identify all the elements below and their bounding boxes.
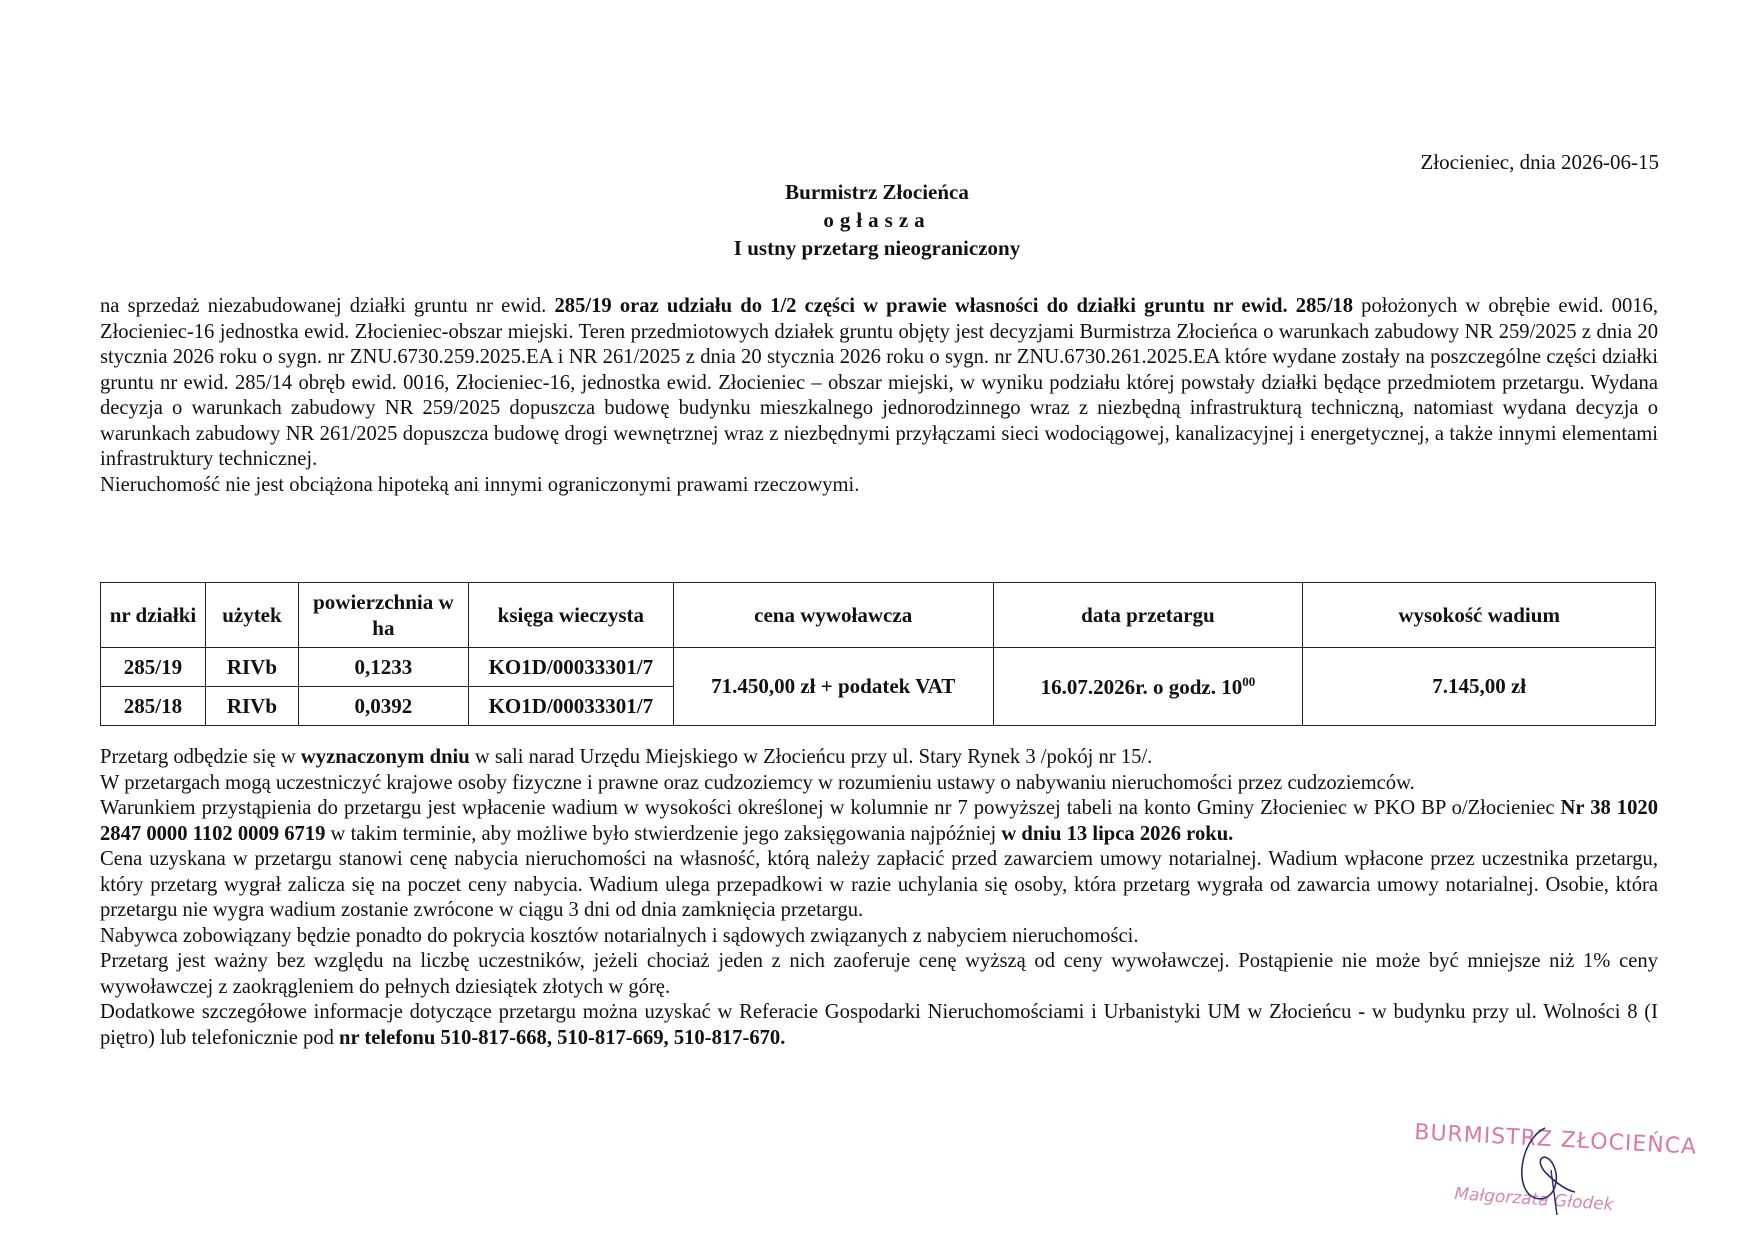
stamp-name: Małgorzata Głodek (1453, 1184, 1615, 1216)
contact-info (100, 1000, 1658, 1051)
date-line: Złocieniec, dnia 2026-06-15 (1420, 150, 1659, 174)
area: 0,0392 (298, 687, 468, 726)
auction-table (100, 582, 1656, 726)
col-land-use: użytek (205, 583, 298, 648)
deposit-deadline: w dniu 13 lipca 2026 roku. (1001, 822, 1234, 845)
encumbrance-note: Nieruchomość nie jest obciążona hipoteką ani innymi ograniczonymi prawami rzeczowymi. (100, 473, 860, 496)
land-use: RIVb (205, 687, 298, 726)
intro-paragraph (100, 294, 1658, 473)
col-auction-date: data przetargu (993, 583, 1303, 648)
issuer-title: Burmistrz Złocieńca (785, 180, 969, 204)
location-text-a: Przetarg odbędzie się w (100, 746, 301, 768)
col-deposit: wysokość wadium (1303, 583, 1656, 648)
bank-account-number: Nr 38 1020 2847 0000 1102 0009 6719 (100, 797, 1658, 845)
tender-title: I ustny przetarg nieograniczony (733, 236, 1021, 260)
stamp-title: BURMISTRZ ZŁOCIEŃCA (1413, 1120, 1698, 1160)
col-land-register: księga wieczysta (468, 583, 673, 648)
parcel-number: 285/19 (101, 648, 206, 687)
land-register: KO1D/00033301/7 (468, 648, 673, 687)
announces-word: ogłasza (823, 208, 931, 232)
location-text-c: w sali narad Urzędu Miejskiego w Złocieńcu przy ul. Stary Rynek 3 /pokój nr 15/. (469, 746, 1153, 768)
intro-text-c: położonych w obrębie ewid. 0016, Złocieniec-16 jednostka ewid. Złocieniec-obszar miejski. Teren przedmiotowych działek gruntu objęty jest decyzjami Burmistrza Złocieńca o warunkach zabudowy NR 259/2025 z dnia 20 stycznia 2026 roku o sygn. nr ZNU.6730.259.2025.EA i NR 261/2025 z dnia 20 stycznia 2026 roku o sygn. nr ZNU.6730.261.2025.EA które wydane zostały na poszczególne części działki gruntu nr ewid. 285/14 obręb ewid. 0016, Złocieniec-16, jednostka ewid. Złocieniec – obszar miejski, w wyniku podziału której powstały działki będące przedmiotem przetargu. Wydana decyzja o warunkach zabudowy NR 259/2025 dopuszcza budowę budynku mieszkalnego jednorodzinnego wraz z niezbędną infrastrukturą techniczną, natomiast wydana decyzja o warunkach zabudowy NR 261/2025 dopuszcza budowę drogi wewnętrznej wraz z niezbędnymi przyłączami sieci wodociągowej, kanalizacyjnej i energetycznej, a także innymi elementami infrastruktury technicznej. (100, 295, 1658, 470)
price-payment-note: Cena uzyskana w przetargu stanowi cenę nabycia nieruchomości na własność, którą należy zapłacić przed zawarciem umowy notarialnej. Wadium wpłacone przez uczestnika przetargu, który przetarg wygrał zalicza się na poczet ceny nabycia. Wadium ulega przepadkowi w razie uchylania się osoby, która przetarg wygrała od zawarcia umowy notarialnej. Osobie, która przetargu nie wygra wadium zostanie zwrócone w ciągu 3 dni od dnia zamknięcia przetargu. (100, 848, 1658, 921)
handwritten-signature (1505, 1120, 1595, 1220)
parcel-number: 285/18 (101, 687, 206, 726)
area: 0,1233 (298, 648, 468, 687)
intro-section (100, 294, 1658, 498)
costs-note: Nabywca zobowiązany będzie ponadto do pokrycia kosztów notarialnych i sądowych związanych z nabyciem nieruchomości. (100, 924, 1139, 947)
land-use: RIVb (205, 648, 298, 687)
intro-text-a: na sprzedaż niezabudowanej działki gruntu nr ewid. (100, 295, 555, 317)
table-header-row (101, 583, 1656, 648)
deposit-amount: 7.145,00 zł (1303, 648, 1656, 726)
announcement-header (0, 178, 1754, 262)
conditions-section (100, 745, 1658, 1051)
validity-note: Przetarg jest ważny bez względu na liczbę uczestników, jeżeli chociaż jeden z nich zaoferuje cenę wyższą od ceny wywoławczej. Postąpienie nie może być mniejsze niż 1% ceny wywoławczej z zaokrągleniem do pełnych dziesiątek złotych w górę. (100, 950, 1658, 998)
starting-price: 71.450,00 zł + podatek VAT (673, 648, 993, 726)
eligibility-note: W przetargach mogą uczestniczyć krajowe osoby fizyczne i prawne oraz cudzoziemcy w rozumieniu ustawy o nabywaniu nieruchomości przez cudzoziemców. (100, 771, 1415, 794)
col-starting-price: cena wywoławcza (673, 583, 993, 648)
deposit-text-a: Warunkiem przystąpienia do przetargu jest wpłacenie wadium w wysokości określonej w kolumnie nr 7 powyższej tabeli na konto Gminy Złocieniec w PKO BP o/Złocieniec (100, 797, 1561, 819)
col-parcel-number: nr działki (101, 583, 206, 648)
deposit-text-c: w takim terminie, aby możliwe było stwierdzenie jego zaksięgowania najpóźniej (325, 822, 1002, 845)
col-area: powierzchnia w ha (298, 583, 468, 648)
auction-date-text: 16.07.2026r. o godz. 10 (1040, 674, 1243, 699)
auction-date (993, 648, 1303, 726)
auction-time-minutes: 00 (1242, 673, 1256, 689)
phone-numbers: nr telefonu 510-817-668, 510-817-669, 510-817-670. (339, 1026, 786, 1049)
auction-location (100, 745, 1658, 771)
table-row (101, 648, 1656, 687)
location-day-bold: wyznaczonym dniu (300, 746, 470, 768)
intro-parcels-bold: 285/19 oraz udziału do 1/2 części w prawie własności do działki gruntu nr ewid. 285/18 (554, 295, 1354, 317)
land-register: KO1D/00033301/7 (468, 687, 673, 726)
contact-text-a: Dodatkowe szczegółowe informacje dotyczące przetargu można uzyskać w Referacie Gospodarki Nieruchomościami i Urbanistyki UM w Złocieńcu - w budynku przy ul. Wolności 8 (I piętro) lub telefonicznie pod (100, 1001, 1658, 1049)
deposit-condition (100, 796, 1658, 847)
